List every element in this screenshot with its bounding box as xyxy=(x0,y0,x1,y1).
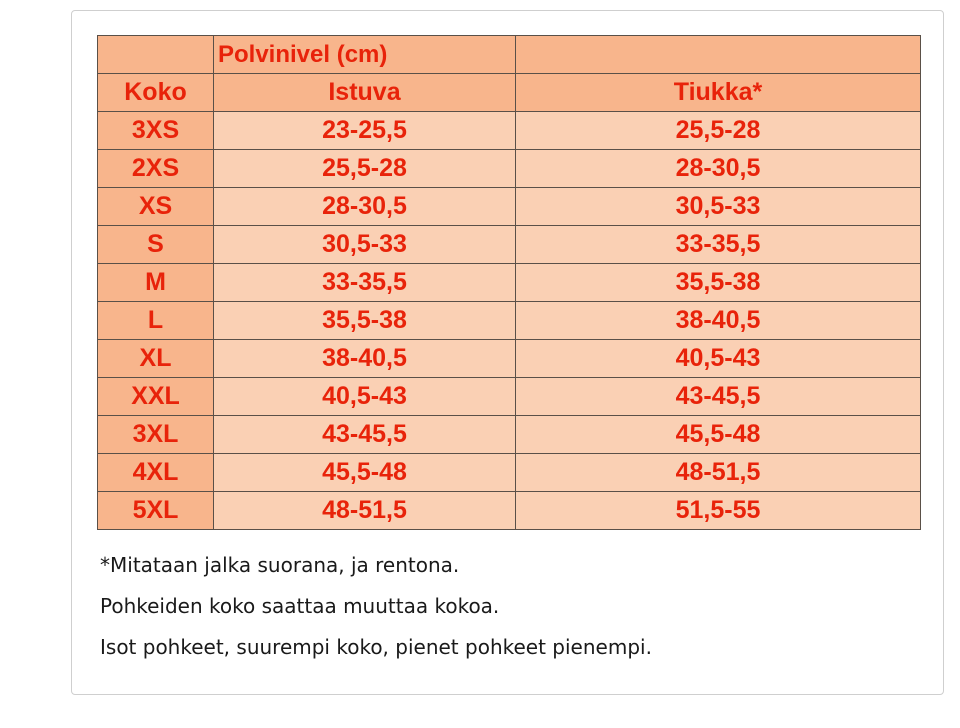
group-header-empty-cell xyxy=(98,36,214,74)
size-chart-table xyxy=(97,35,921,530)
tiukka-cell: 40,5-43 xyxy=(516,340,921,378)
column-header-koko: Koko xyxy=(98,74,214,112)
tiukka-cell: 35,5-38 xyxy=(516,264,921,302)
tiukka-cell: 43-45,5 xyxy=(516,378,921,416)
tiukka-cell: 45,5-48 xyxy=(516,416,921,454)
table-row xyxy=(98,302,921,340)
tiukka-cell: 51,5-55 xyxy=(516,492,921,530)
table-row xyxy=(98,264,921,302)
size-cell: M xyxy=(98,264,214,302)
istuva-cell: 23-25,5 xyxy=(214,112,516,150)
table-row xyxy=(98,340,921,378)
table-row xyxy=(98,112,921,150)
istuva-cell: 28-30,5 xyxy=(214,188,516,226)
size-cell: XXL xyxy=(98,378,214,416)
tiukka-cell: 25,5-28 xyxy=(516,112,921,150)
tiukka-cell: 28-30,5 xyxy=(516,150,921,188)
istuva-cell: 35,5-38 xyxy=(214,302,516,340)
tiukka-cell: 48-51,5 xyxy=(516,454,921,492)
istuva-cell: 25,5-28 xyxy=(214,150,516,188)
table-row xyxy=(98,188,921,226)
istuva-cell: 33-35,5 xyxy=(214,264,516,302)
tiukka-cell: 38-40,5 xyxy=(516,302,921,340)
table-row xyxy=(98,416,921,454)
size-cell: XL xyxy=(98,340,214,378)
istuva-cell: 43-45,5 xyxy=(214,416,516,454)
size-cell: 3XL xyxy=(98,416,214,454)
size-cell: L xyxy=(98,302,214,340)
table-row xyxy=(98,150,921,188)
column-header-row xyxy=(98,74,921,112)
size-cell: S xyxy=(98,226,214,264)
group-header-cell: Polvinivel (cm) xyxy=(214,36,516,74)
istuva-cell: 48-51,5 xyxy=(214,492,516,530)
tiukka-cell: 33-35,5 xyxy=(516,226,921,264)
note-calf-size: Pohkeiden koko saattaa muuttaa kokoa. xyxy=(100,594,500,618)
table-row xyxy=(98,378,921,416)
size-cell: 5XL xyxy=(98,492,214,530)
column-header-istuva: Istuva xyxy=(214,74,516,112)
tiukka-cell: 30,5-33 xyxy=(516,188,921,226)
istuva-cell: 38-40,5 xyxy=(214,340,516,378)
note-calf-advice: Isot pohkeet, suurempi koko, pienet pohkeet pienempi. xyxy=(100,635,652,659)
size-cell: 3XS xyxy=(98,112,214,150)
istuva-cell: 30,5-33 xyxy=(214,226,516,264)
table-row xyxy=(98,492,921,530)
table-row xyxy=(98,226,921,264)
size-cell: XS xyxy=(98,188,214,226)
group-header-row xyxy=(98,36,921,74)
group-header-empty-cell xyxy=(516,36,921,74)
table-row xyxy=(98,454,921,492)
istuva-cell: 40,5-43 xyxy=(214,378,516,416)
notes-block xyxy=(100,548,652,671)
size-cell: 2XS xyxy=(98,150,214,188)
note-measurement: *Mitataan jalka suorana, ja rentona. xyxy=(100,553,460,577)
column-header-tiukka: Tiukka* xyxy=(516,74,921,112)
istuva-cell: 45,5-48 xyxy=(214,454,516,492)
size-cell: 4XL xyxy=(98,454,214,492)
